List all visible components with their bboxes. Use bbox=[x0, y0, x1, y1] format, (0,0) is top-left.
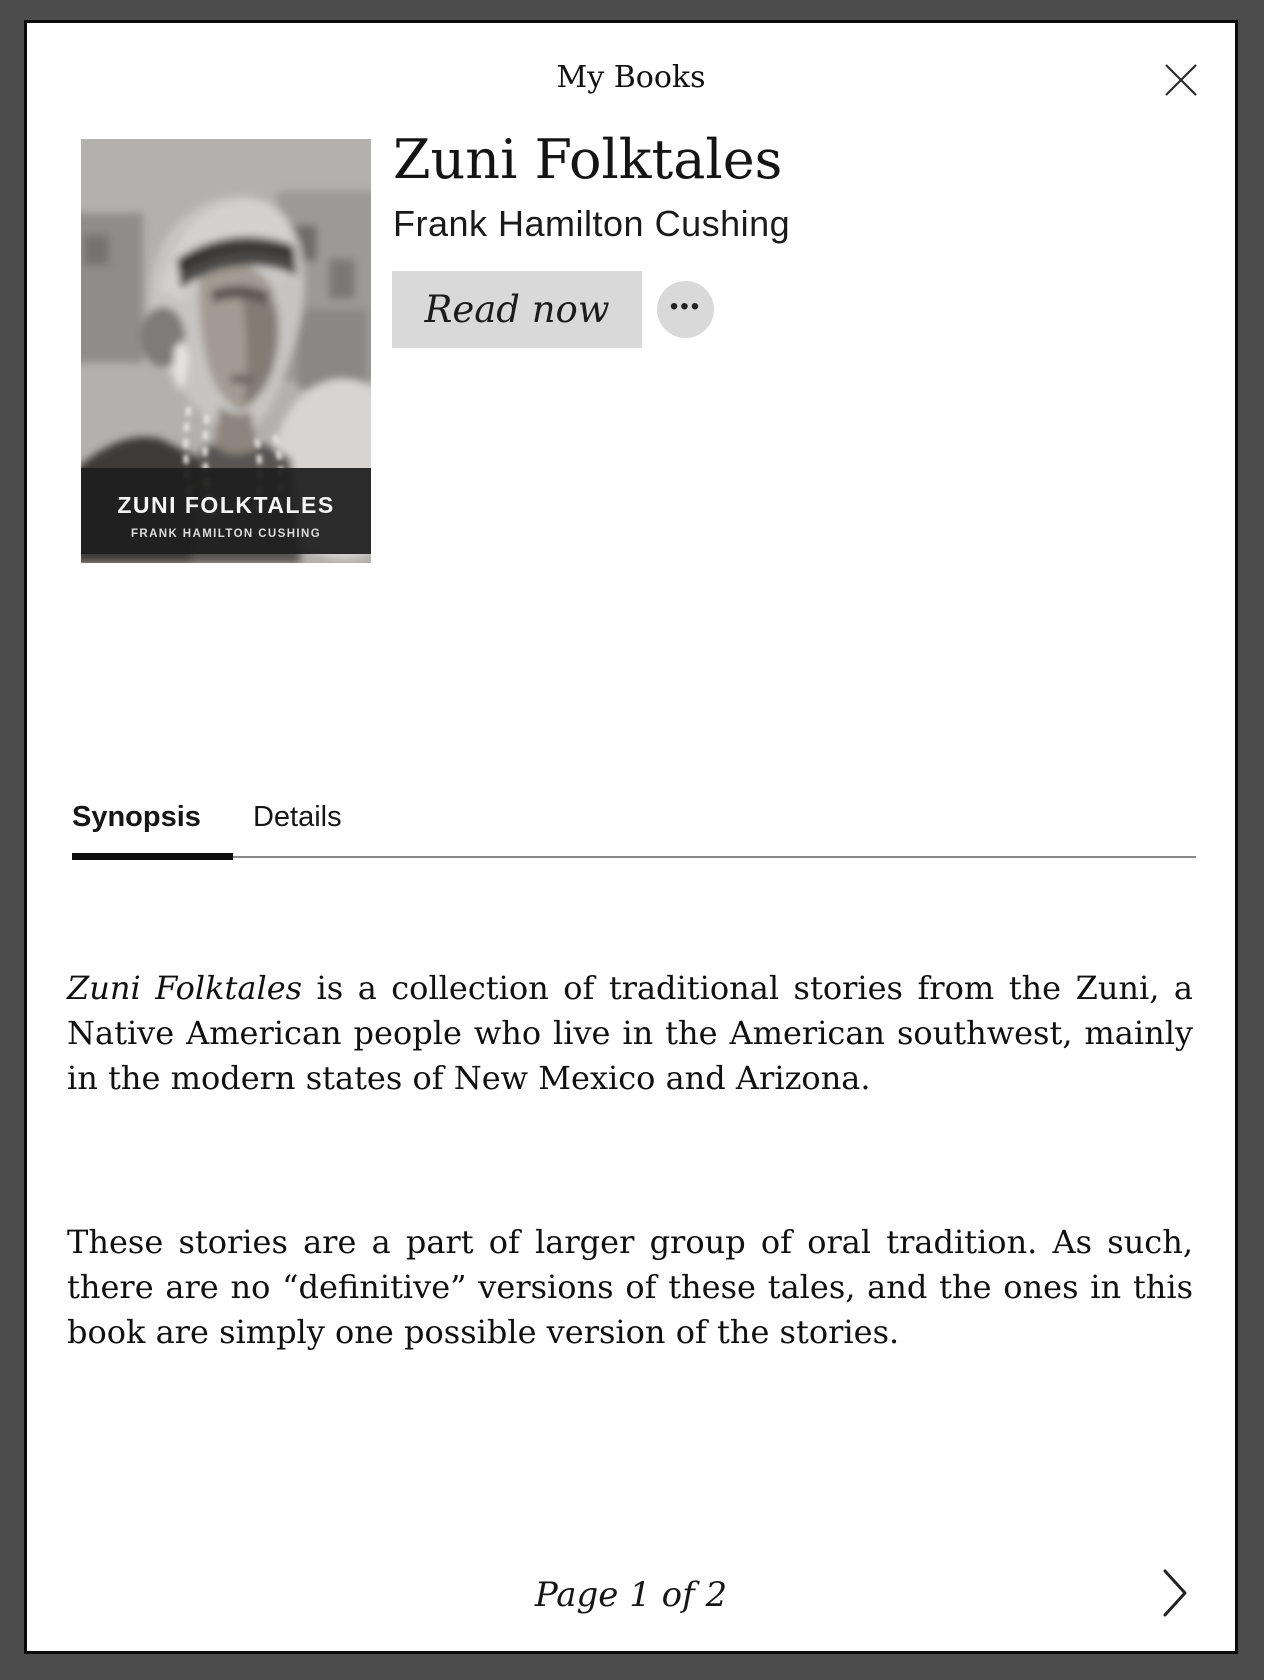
read-now-label: Read now bbox=[424, 288, 610, 331]
book-cover-image bbox=[81, 139, 371, 563]
synopsis-p1-text: is a collection of traditional stories from the Zuni, a Native American people who live in the American southwest, mainly in the modern states of New Mexico and Arizona. bbox=[67, 969, 1194, 1097]
close-button[interactable] bbox=[1155, 55, 1207, 107]
modal-title: My Books bbox=[556, 60, 706, 95]
tab-details[interactable]: Details bbox=[252, 801, 342, 833]
page-indicator: Page 1 of 2 bbox=[534, 1575, 728, 1615]
next-page-button[interactable] bbox=[1145, 1559, 1205, 1629]
tab-divider-rule bbox=[72, 856, 1196, 858]
detail-tabs bbox=[72, 801, 342, 857]
book-detail-modal bbox=[24, 20, 1238, 1654]
synopsis-book-title-italic: Zuni Folktales bbox=[67, 969, 303, 1007]
close-icon bbox=[1163, 61, 1199, 102]
synopsis-paragraph-2: These stories are a part of larger group of oral tradition. As such, there are no “definitive” versions of these tales, and the ones in this book are simply one possible version of the stories. bbox=[67, 1223, 1193, 1351]
book-author: Frank Hamilton Cushing bbox=[393, 203, 791, 244]
tab-synopsis[interactable]: Synopsis bbox=[72, 801, 201, 833]
more-options-button[interactable] bbox=[657, 281, 714, 338]
read-now-button[interactable] bbox=[392, 271, 642, 348]
ellipsis-icon: ••• bbox=[669, 292, 702, 320]
book-title: Zuni Folktales bbox=[393, 128, 783, 191]
chevron-right-icon bbox=[1160, 1567, 1190, 1622]
synopsis-paragraph-1 bbox=[67, 966, 1193, 1101]
cover-author-text: FRANK HAMILTON CUSHING bbox=[130, 528, 322, 540]
active-tab-underline bbox=[72, 853, 233, 860]
cover-title-text: ZUNI FOLKTALES bbox=[117, 492, 335, 518]
